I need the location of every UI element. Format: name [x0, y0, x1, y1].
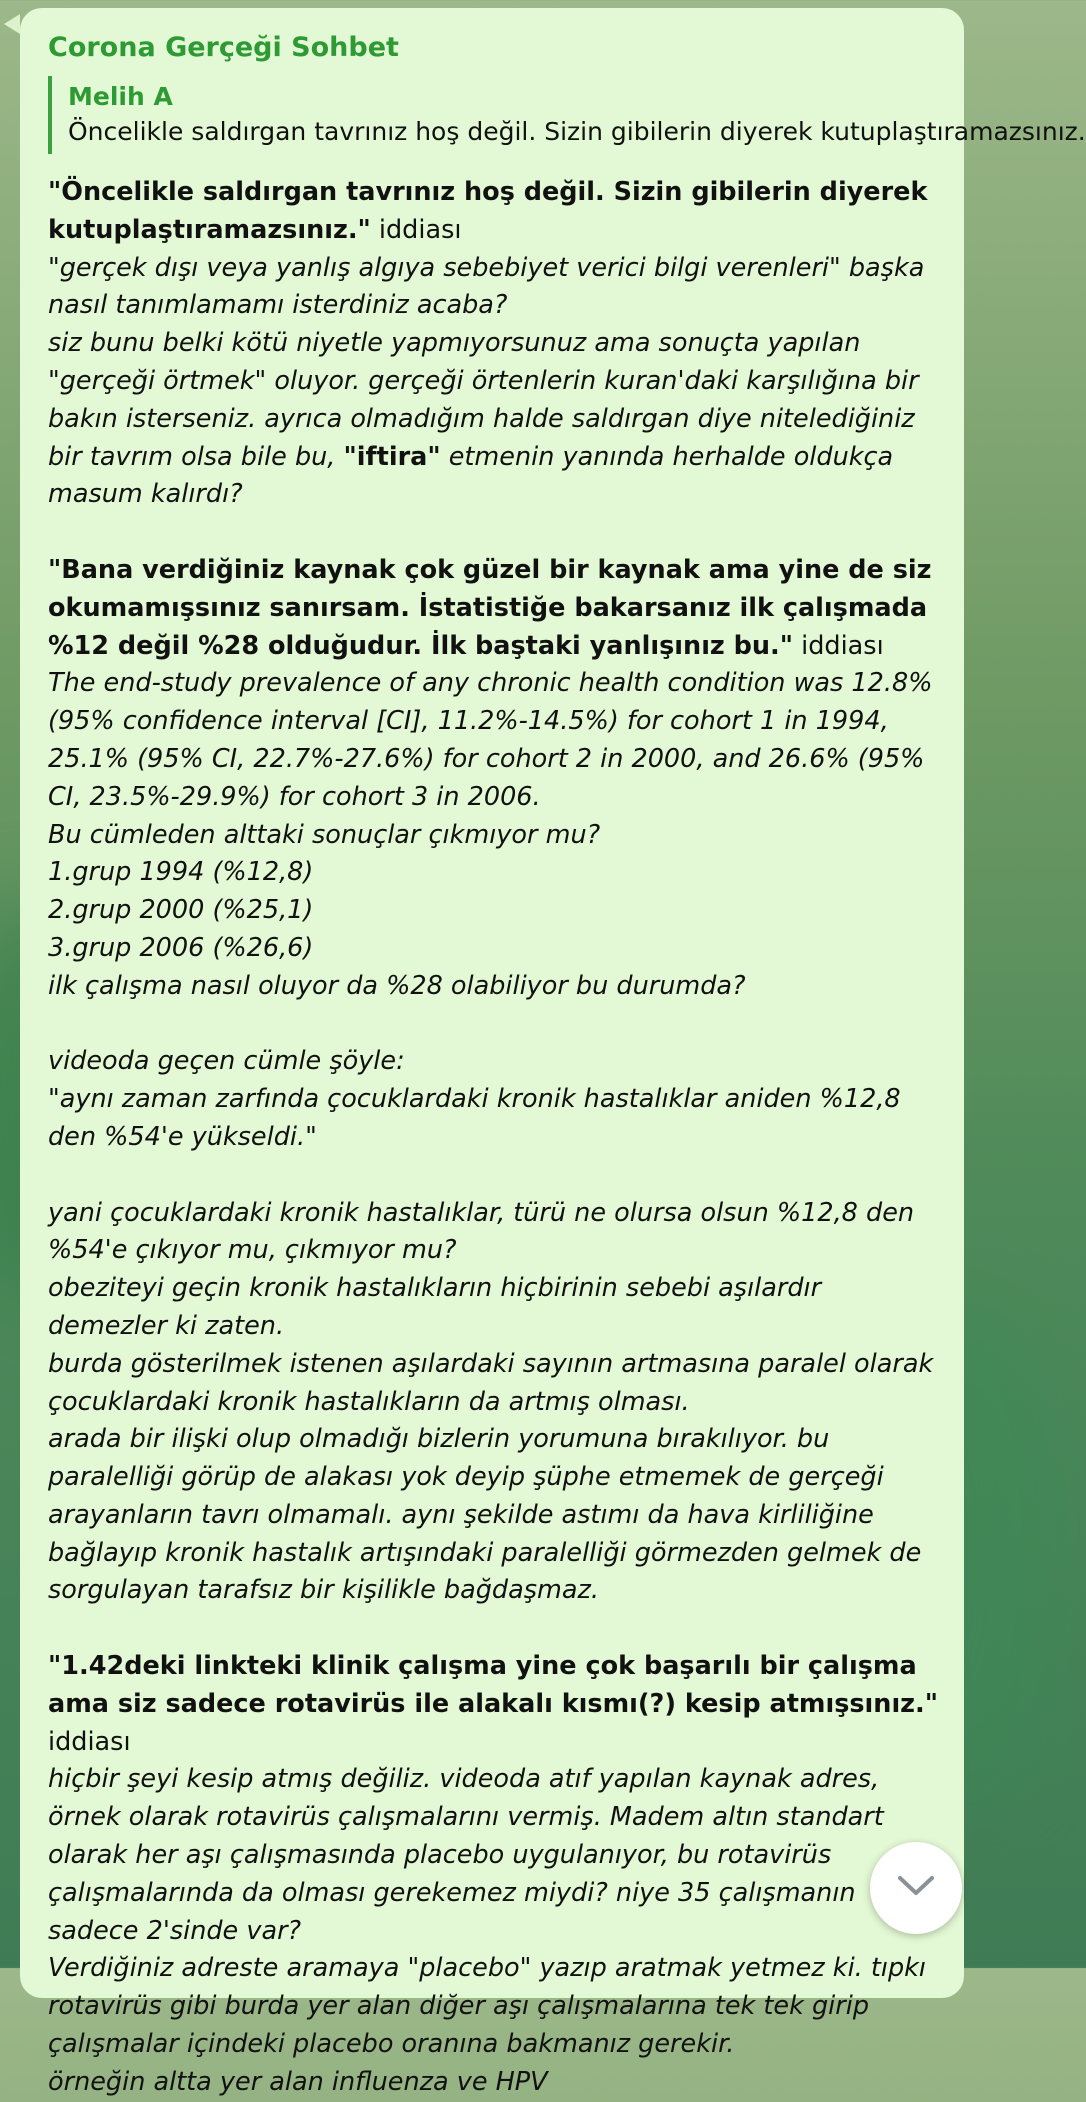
paragraph: [48, 892, 948, 930]
reply-line: arada bir ilişki olup olmadığı bizlerin yorumuna bırakılıyor. bu paralelliği görüp de alakası yok deyip şüphe etmemek de gerçeği arayanların tavrı olmamalı. aynı şekilde astımı da hava kirliliğine bağlayıp kronik hastalık artışındaki paralelliği görmezden gelmek de sorgulayan tarafsız bir kişilikle bağdaşmaz.: [48, 1424, 922, 1606]
paragraph: [48, 174, 948, 250]
paragraph: [48, 817, 948, 855]
reply-line: 3.grup 2006 (%26,6): [48, 932, 314, 963]
reply-line: etmenin yanında herhalde oldukça masum kalırdı?: [48, 441, 894, 510]
paragraph: [48, 968, 948, 1006]
reply-preview[interactable]: [48, 76, 1086, 154]
chevron-down-icon: [896, 1874, 936, 1902]
paragraph: [48, 930, 948, 968]
paragraph: [48, 1761, 948, 1950]
spacer: [48, 514, 948, 552]
reply-line: Verdiğiniz adreste aramaya "placebo" yazıp aratmak yetmez ki. tıpkı rotavirüs gibi burda yer alan diğer aşı çalışmalarına tek tek girip çalışmalar içindeki placebo oranına bakmanız gerekir.: [48, 1953, 926, 2060]
reply-line: 2.grup 2000 (%25,1): [48, 895, 314, 926]
paragraph: [48, 325, 948, 514]
claim-tag: iddiası: [793, 630, 884, 661]
quoted-claim: "Bana verdiğiniz kaynak çok güzel bir kaynak ama yine de siz okumamışsınız sanırsam. İstatistiğe bakarsanız ilk çalışmada %12 değil %28 olduğudur. İlk baştaki yanlışınız bu.": [48, 554, 932, 661]
bold-word: "iftira": [343, 441, 441, 472]
claim-tag: iddiası: [370, 214, 462, 245]
reply-line: obeziteyi geçin kronik hastalıkların hiçbirinin sebebi aşılardır demezler ki zaten.: [48, 1273, 822, 1341]
spacer: [48, 1610, 948, 1648]
paragraph: [48, 1081, 948, 1157]
reply-text: Öncelikle saldırgan tavrınız hoş değil. Sizin gibilerin diyerek kutuplaştıramazsınız.: [68, 117, 1086, 146]
paragraph: [48, 250, 948, 326]
paragraph: [48, 1421, 948, 1610]
paragraph: [48, 1950, 948, 2063]
reply-line: "gerçek dışı veya yanlış algıya sebebiyet verici bilgi verenleri" başka nasıl tanımlamamı isterdiniz acaba?: [48, 252, 925, 321]
message-bubble[interactable]: [20, 8, 1086, 2097]
scroll-down-button[interactable]: [870, 1842, 962, 1934]
quoted-claim: "Öncelikle saldırgan tavrınız hoş değil. Sizin gibilerin diyerek kutuplaştıramazsınız.": [48, 177, 928, 245]
spacer: [48, 1006, 948, 1044]
reply-line: The end-study prevalence of any chronic health condition was 12.8% (95% confidence interval [CI], 11.2%-14.5%) for cohort 1 in 1994, 25.1% (95% CI, 22.7%-27.6%) for cohort 2 in 2000, and 26.6% (95% CI, 23.5%-29.9%) for cohort 3 in 2006.: [48, 668, 933, 812]
paragraph: [48, 1043, 948, 1081]
reply-line: hiçbir şeyi kesip atmış değiliz. videoda atıf yapılan kaynak adres, örnek olarak rotavirüs çalışmalarını vermiş. Madem altın standart olarak her aşı çalışmasında placebo uygulanıyor, bu rotavirüs çalışmalarında da olması gerekemez miydi? niye 35 çalışmanın sadece 2'sinde var?: [48, 1764, 884, 1946]
message-text: [48, 174, 948, 2102]
claim-tag: iddiası: [48, 1726, 131, 1757]
reply-line: siz bunu belki kötü niyetle yapmıyorsunuz ama sonuçta yapılan "gerçeği örtmek" oluyor. gerçeği örtenlerin kuran'daki karşılığına bir bakın isterseniz. ayrıca olmadığım halde saldırgan diye nitelediğiniz bir tavrım olsa bile bu,: [48, 328, 919, 472]
quoted-claim: "1.42deki linkteki klinik çalışma yine çok başarılı bir çalışma ama siz sadece rotavirüs ile alakalı kısmı(?) kesip atmışsınız.": [48, 1651, 938, 1719]
chat-title[interactable]: Corona Gerçeği Sohbet: [48, 32, 399, 63]
paragraph: [48, 1648, 948, 1761]
spacer: [48, 1157, 948, 1195]
bubble-tail: [4, 14, 20, 34]
paragraph: [48, 2064, 948, 2102]
paragraph: [48, 854, 948, 892]
paragraph: [48, 552, 948, 665]
reply-line: 1.grup 1994 (%12,8): [48, 857, 314, 888]
reply-line: yani çocuklardaki kronik hastalıklar, türü ne olursa olsun %12,8 den %54'e çıkıyor mu, çıkmıyor mu?: [48, 1197, 915, 1266]
paragraph: [48, 1195, 948, 1271]
reply-line: ilk çalışma nasıl oluyor da %28 olabiliyor bu durumda?: [48, 970, 746, 1001]
reply-line: Bu cümleden alttaki sonuçlar çıkmıyor mu?: [48, 819, 601, 850]
paragraph: [48, 665, 948, 816]
reply-line: videoda geçen cümle şöyle:: [48, 1046, 405, 1077]
reply-line: örneğin altta yer alan influenza ve HPV: [48, 2066, 548, 2097]
reply-line: "aynı zaman zarfında çocuklardaki kronik hastalıklar aniden %12,8 den %54'e yükseldi.": [48, 1084, 901, 1152]
reply-line: burda gösterilmek istenen aşılardaki sayının artmasına paralel olarak çocuklardaki kronik hastalıkların da artmış olması.: [48, 1348, 934, 1417]
paragraph: [48, 1346, 948, 1422]
paragraph: [48, 1270, 948, 1346]
reply-author: Melih A: [68, 82, 173, 111]
